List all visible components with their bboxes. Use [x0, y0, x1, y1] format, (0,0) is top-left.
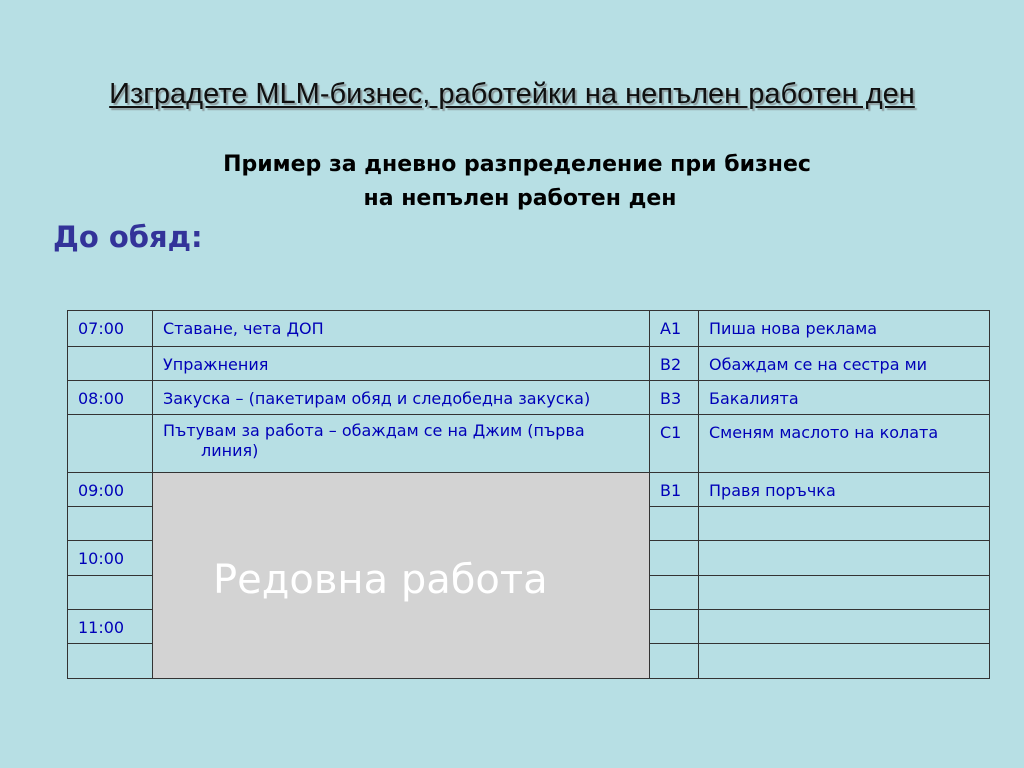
time-cell: [68, 644, 153, 679]
subtitle-line-1: Пример за дневно разпределение при бизнес: [223, 152, 811, 177]
table-row: [68, 381, 990, 415]
code-cell: В2: [650, 347, 699, 381]
note-cell: Пиша нова реклама: [699, 311, 990, 347]
code-cell: [650, 541, 699, 576]
table-row: [68, 473, 990, 507]
task-cell: Упражнения: [153, 347, 650, 381]
note-cell: Обаждам се на сестра ми: [699, 347, 990, 381]
code-cell: [650, 610, 699, 644]
code-cell: А1: [650, 311, 699, 347]
section-heading: До обяд:: [53, 220, 203, 254]
note-cell: Сменям маслото на колата: [699, 415, 990, 473]
table-row: [68, 415, 990, 473]
time-cell: [68, 576, 153, 610]
note-cell: [699, 576, 990, 610]
time-cell: 09:00: [68, 473, 153, 507]
regular-work-block: [153, 473, 650, 679]
subtitle-line-2: на непълен работен ден: [363, 186, 677, 211]
code-cell: [650, 507, 699, 541]
code-cell: [650, 576, 699, 610]
time-cell: 08:00: [68, 381, 153, 415]
code-cell: [650, 644, 699, 679]
code-cell: С1: [650, 415, 699, 473]
task-text-line-1: Пътувам за работа – обаждам се на Джим (първа: [163, 421, 585, 440]
task-cell: Закуска – (пакетирам обяд и следобедна закуска): [153, 381, 650, 415]
note-cell: Правя поръчка: [699, 473, 990, 507]
time-cell: 07:00: [68, 311, 153, 347]
time-cell: 11:00: [68, 610, 153, 644]
note-cell: [699, 644, 990, 679]
note-cell: [699, 610, 990, 644]
time-cell: 10:00: [68, 541, 153, 576]
note-cell: Бакалията: [699, 381, 990, 415]
time-cell: [68, 347, 153, 381]
table-row: [68, 311, 990, 347]
code-cell: В3: [650, 381, 699, 415]
task-cell: [153, 415, 650, 473]
task-cell: Ставане, чета ДОП: [153, 311, 650, 347]
schedule-table: [67, 310, 990, 679]
time-cell: [68, 415, 153, 473]
code-cell: В1: [650, 473, 699, 507]
task-text-line-2: линия): [201, 441, 259, 460]
regular-work-label: Редовна работа: [213, 556, 548, 603]
note-cell: [699, 507, 990, 541]
note-cell: [699, 541, 990, 576]
slide-title: Изградете MLM-бизнес, работейки на непълен работен ден: [109, 78, 915, 110]
time-cell: [68, 507, 153, 541]
table-row: [68, 347, 990, 381]
